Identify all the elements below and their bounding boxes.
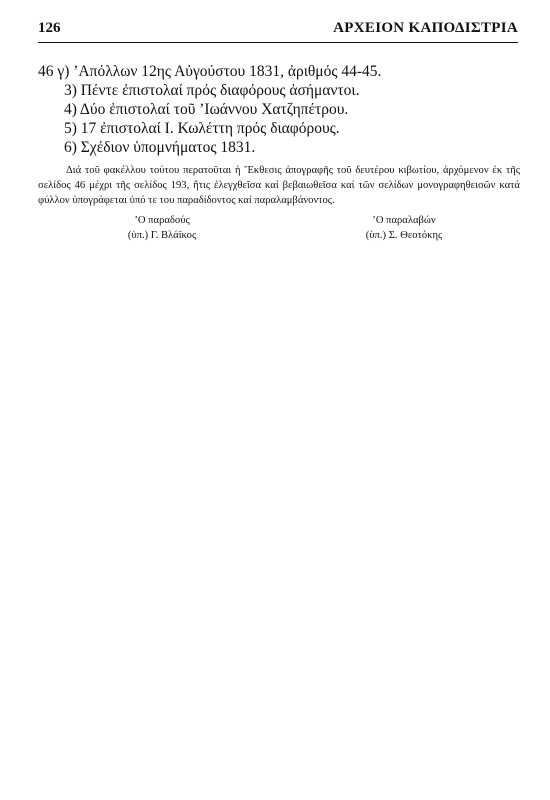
page-number: 126	[38, 20, 61, 36]
inventory-list	[38, 62, 508, 157]
header-rule	[38, 42, 518, 43]
closing-note: Διά τοῦ φακέλλου τούτου περατοῦται ἡ Ἔκθεσις ἀπογραφῆς τοῦ δευτέρου κιβωτίου, ἀρχόμενον ἐκ τῆς σελίδος 46 μέχρι τῆς σελίδος 193, ἥτις ἐλεγχθεῖσα καί βεβαιωθεῖσα καί τῶν σελίδων μονογραφηθεισῶν κατά φύλλον ὑπογράφεται ὑπό τε του παραδίδοντος καί παραλαμβάνοντος.	[38, 165, 520, 206]
signature-receiver	[334, 213, 474, 243]
signature-name: (ὑπ.) Γ. Βλάϊκος	[127, 230, 197, 241]
list-item: 5) 17 ἐπιστολαί Ι. Κωλέττη πρός διαφόρους.	[64, 120, 340, 137]
running-head	[38, 20, 518, 42]
signature-role: ’Ο παραδούς	[134, 215, 190, 226]
signature-deliverer	[92, 213, 232, 243]
running-title: ΑΡΧΕΙΟΝ ΚΑΠΟΔΙΣΤΡΙΑ	[333, 20, 518, 36]
list-item: 6) Σχέδιον ὑπομνήματος 1831.	[64, 139, 256, 156]
list-item: 3) Πέντε ἐπιστολαί πρός διαφόρους ἀσήμαντοι.	[64, 82, 360, 99]
signature-name: (ὑπ.) Σ. Θεοτόκης	[365, 230, 443, 241]
list-item: 46 γ) ’Απόλλων 12ης Αὐγούστου 1831, ἀριθμός 44-45.	[38, 63, 382, 80]
list-item: 4) Δύο ἐπιστολαί τοῦ ’Ιωάννου Χατζηπέτρου.	[64, 101, 349, 118]
signature-role: ’Ο παραλαβών	[372, 215, 436, 226]
